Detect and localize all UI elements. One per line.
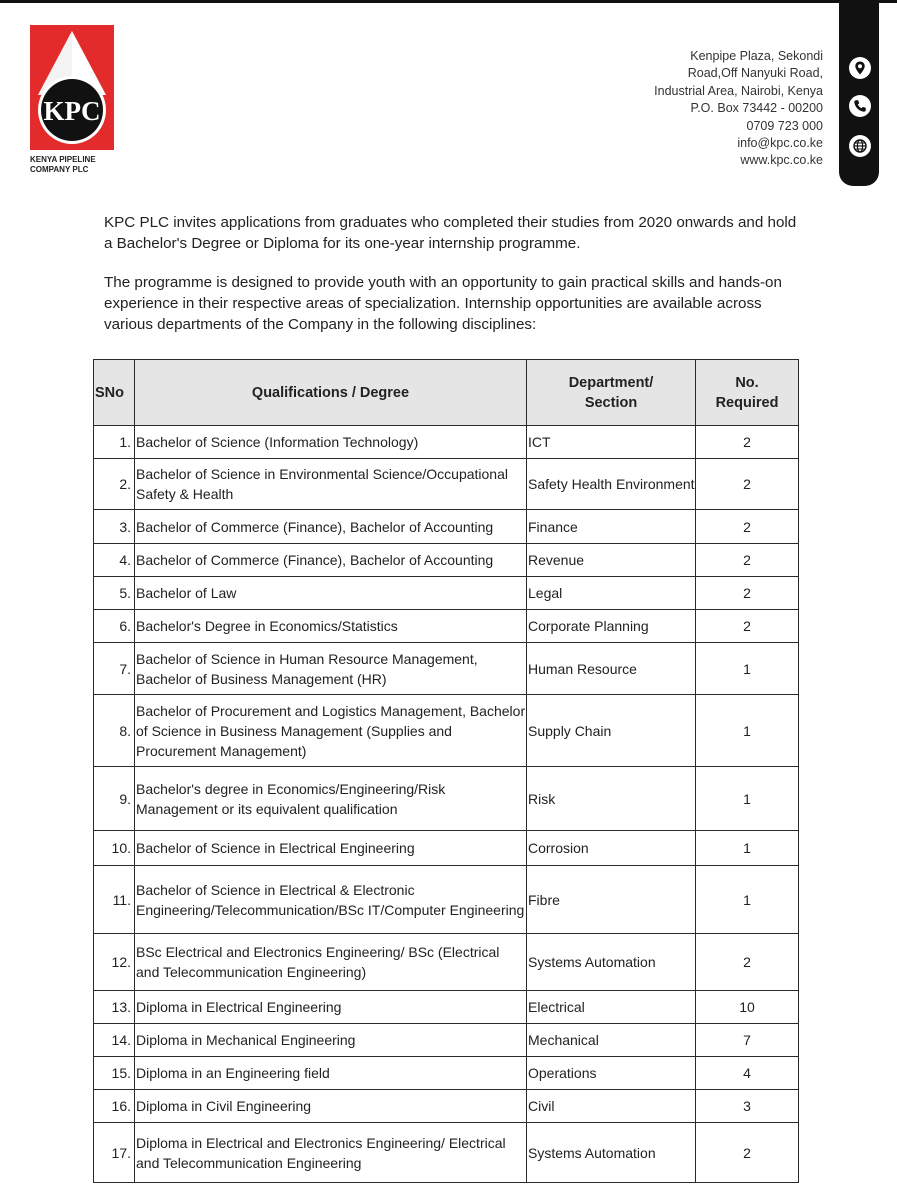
row-department: Safety Health Environment [527, 459, 696, 510]
row-sno: 9. [94, 767, 135, 831]
row-department: Corrosion [527, 831, 696, 866]
row-qualification: Bachelor of Science (Information Technology) [135, 426, 527, 459]
row-qualification: Bachelor's degree in Economics/Engineering/Risk Management or its equivalent qualification [135, 767, 527, 831]
row-department: Human Resource [527, 643, 696, 695]
logo-caption-line2: COMPANY PLC [30, 165, 89, 174]
row-required: 3 [696, 1090, 799, 1123]
row-department: Operations [527, 1057, 696, 1090]
row-department: Finance [527, 510, 696, 544]
intro-paragraph-2: The programme is designed to provide youth with an opportunity to gain practical skills and hands-on experience in their respective areas of specialization. Internship opportunities are available across various departments of the Company in the following disciplines: [104, 274, 782, 333]
row-sno: 15. [94, 1057, 135, 1090]
table-header-row [94, 360, 799, 426]
phone-icon [849, 95, 871, 117]
row-qualification: Bachelor of Science in Environmental Science/Occupational Safety & Health [135, 459, 527, 510]
intro-paragraph-1: KPC PLC invites applications from graduates who completed their studies from 2020 onwards and hold a Bachelor's Degree or Diploma for its one-year internship programme. [104, 214, 797, 252]
email-address: info@kpc.co.ke [737, 136, 823, 151]
row-sno: 13. [94, 991, 135, 1024]
header-required-line2: Required [715, 394, 779, 411]
row-required: 1 [696, 831, 799, 866]
header-department [527, 360, 696, 426]
address-line: Road,Off Nanyuki Road, [687, 66, 823, 81]
table-row [94, 695, 799, 767]
internship-disciplines-table [93, 359, 799, 1183]
globe-icon [849, 135, 871, 157]
header-required-line1: No. [735, 374, 759, 391]
row-department: Systems Automation [527, 1123, 696, 1183]
row-department: Revenue [527, 544, 696, 577]
row-sno: 5. [94, 577, 135, 610]
row-sno: 16. [94, 1090, 135, 1123]
table-row [94, 610, 799, 643]
row-qualification: BSc Electrical and Electronics Engineering/ BSc (Electrical and Telecommunication Engineering) [135, 934, 527, 991]
row-sno: 10. [94, 831, 135, 866]
phone-number: 0709 723 000 [746, 118, 823, 133]
row-qualification: Bachelor of Science in Electrical & Electronic Engineering/Telecommunication/BSc IT/Computer Engineering [135, 866, 527, 934]
row-qualification: Bachelor of Science in Human Resource Management, Bachelor of Business Management (HR) [135, 643, 527, 695]
header-department-line1: Department/ [568, 374, 654, 391]
table-row [94, 1057, 799, 1090]
row-qualification: Bachelor of Law [135, 577, 527, 610]
row-required: 2 [696, 544, 799, 577]
contact-icon-bar [839, 0, 879, 186]
table-row [94, 643, 799, 695]
row-required: 2 [696, 510, 799, 544]
kpc-logo [30, 25, 114, 150]
row-qualification: Diploma in an Engineering field [135, 1057, 527, 1090]
row-department: Fibre [527, 866, 696, 934]
address-line: Kenpipe Plaza, Sekondi [690, 49, 823, 63]
table-row [94, 934, 799, 991]
table-row [94, 991, 799, 1024]
logo-caption [30, 155, 120, 175]
table-row [94, 510, 799, 544]
logo-caption-line1: KENYA PIPELINE [30, 155, 96, 164]
row-required: 2 [696, 426, 799, 459]
address-line: P.O. Box 73442 - 00200 [690, 101, 823, 116]
row-qualification: Bachelor of Commerce (Finance), Bachelor of Accounting [135, 510, 527, 544]
row-sno: 12. [94, 934, 135, 991]
row-sno: 6. [94, 610, 135, 643]
company-address [654, 48, 823, 170]
table-row [94, 767, 799, 831]
row-qualification: Diploma in Civil Engineering [135, 1090, 527, 1123]
row-department: Mechanical [527, 1024, 696, 1057]
header-department-line2: Section [584, 394, 638, 411]
row-sno: 7. [94, 643, 135, 695]
row-qualification: Diploma in Electrical and Electronics Engineering/ Electrical and Telecommunication Engineering [135, 1123, 527, 1183]
header-required [696, 360, 799, 426]
table-row [94, 1123, 799, 1183]
row-required: 1 [696, 767, 799, 831]
row-required: 1 [696, 695, 799, 767]
table-row [94, 426, 799, 459]
address-line: Industrial Area, Nairobi, Kenya [654, 83, 823, 98]
row-qualification: Diploma in Mechanical Engineering [135, 1024, 527, 1057]
row-department: Risk [527, 767, 696, 831]
row-department: Corporate Planning [527, 610, 696, 643]
header-sno: SNo [94, 360, 135, 426]
logo-graphic [30, 25, 114, 150]
row-qualification: Bachelor's Degree in Economics/Statistics [135, 610, 527, 643]
row-required: 1 [696, 866, 799, 934]
table-row [94, 1090, 799, 1123]
row-sno: 8. [94, 695, 135, 767]
location-pin-icon [849, 57, 871, 79]
table-row [94, 544, 799, 577]
row-required: 2 [696, 610, 799, 643]
row-required: 1 [696, 643, 799, 695]
row-department: Systems Automation [527, 934, 696, 991]
row-qualification: Bachelor of Commerce (Finance), Bachelor of Accounting [135, 544, 527, 577]
row-department: Civil [527, 1090, 696, 1123]
row-sno: 4. [94, 544, 135, 577]
row-required: 2 [696, 459, 799, 510]
row-department: Electrical [527, 991, 696, 1024]
row-sno: 2. [94, 459, 135, 510]
row-department: ICT [527, 426, 696, 459]
row-qualification: Bachelor of Science in Electrical Engineering [135, 831, 527, 866]
row-required: 2 [696, 577, 799, 610]
row-required: 2 [696, 1123, 799, 1183]
row-required: 2 [696, 934, 799, 991]
row-department: Legal [527, 577, 696, 610]
row-qualification: Diploma in Electrical Engineering [135, 991, 527, 1024]
row-sno: 11. [94, 866, 135, 934]
header-qualification: Qualifications / Degree [135, 360, 527, 426]
row-sno: 3. [94, 510, 135, 544]
row-required: 10 [696, 991, 799, 1024]
logo-text: KPC [43, 96, 101, 126]
row-sno: 14. [94, 1024, 135, 1057]
table-row [94, 459, 799, 510]
table-row [94, 866, 799, 934]
table-row [94, 577, 799, 610]
row-qualification: Bachelor of Procurement and Logistics Management, Bachelor of Science in Business Management (Supplies and Procurement Management) [135, 695, 527, 767]
row-department: Supply Chain [527, 695, 696, 767]
website-url: www.kpc.co.ke [740, 153, 823, 168]
row-sno: 17. [94, 1123, 135, 1183]
row-required: 7 [696, 1024, 799, 1057]
top-rule [0, 0, 897, 3]
row-required: 4 [696, 1057, 799, 1090]
row-sno: 1. [94, 426, 135, 459]
table-row [94, 831, 799, 866]
table-row [94, 1024, 799, 1057]
